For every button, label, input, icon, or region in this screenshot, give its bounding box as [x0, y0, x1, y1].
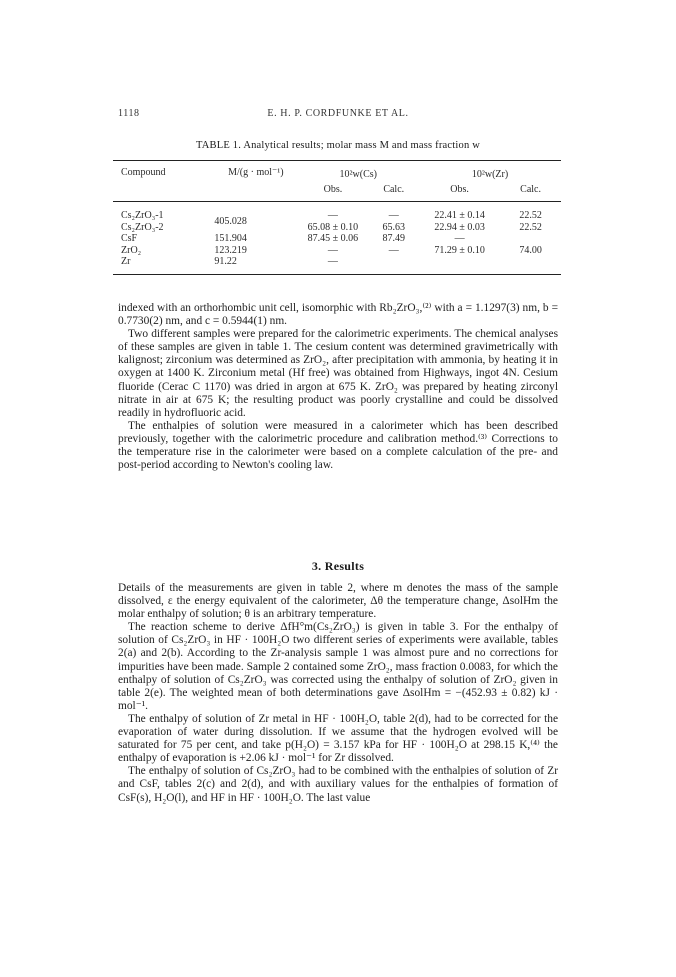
cell-cs-obs: — — [327, 210, 338, 221]
cell-zr-calc — [500, 256, 561, 274]
header-cs-obs: Obs. — [297, 182, 368, 202]
cell-compound: Cs₂ZrO₃-2 — [121, 221, 164, 233]
table-row — [113, 222, 561, 234]
cell-compound: ZrO₂ — [121, 244, 142, 256]
cell-compound: Cs₂ZrO₃-1 — [121, 210, 164, 221]
cell-mass: 405.028 — [214, 215, 247, 227]
header-compound: Compound — [113, 161, 214, 202]
analytical-results-table — [113, 160, 561, 275]
running-head-authors: E. H. P. CORDFUNKE ET AL. — [267, 108, 409, 119]
cell-cs-obs: 65.08 ± 0.10 — [307, 221, 359, 233]
paragraph: Details of the measurements are given in table 2, where m denotes the mass of the sample dissolved, ε the energy equivalent of the calorimeter, Δθ the temperature change, ΔsolHm the molar enthalpy of solution; θ is an arbitrary temperature. — [118, 582, 558, 621]
header-zr-obs: Obs. — [419, 182, 500, 202]
cell-zr-obs: 22.94 ± 0.03 — [434, 221, 485, 233]
paragraph: The enthalpies of solution were measured in a calorimeter which has been described previously, together with the calorimetric procedure and calibration method.⁽³⁾ Corrections to the temperature rise in the calorimeter were based on a complete calculation of the pre- and post-period according to Newton's cooling law. — [118, 419, 558, 472]
cell-cs-obs: 87.45 ± 0.06 — [307, 233, 359, 244]
header-w-zr: 10²w(Zr) — [419, 161, 561, 183]
cell-compound: Zr — [113, 256, 214, 274]
cell-cs-calc: 65.63 — [382, 221, 405, 233]
cell-compound: CsF — [121, 233, 138, 244]
paragraph: The enthalpy of solution of Zr metal in HF · 100H₂O, table 2(d), had to be corrected for the evaporation of water during dissolution. If we assume that the hydrogen evolved will be saturated for 75 per cent, and take p(H₂O) = 3.157 kPa for HF · 100H₂O at 298.15 K,⁽⁴⁾ the enthalpy of evaporation is +2.06 kJ · mol⁻¹ for Zr dissolved. — [118, 712, 558, 765]
cell-zr-calc: 22.52 — [519, 221, 542, 233]
paragraph: The enthalpy of solution of Cs₂ZrO₃ had to be combined with the enthalpies of solution of Zr and CsF, tables 2(c) and 2(d), and with auxiliary values for the enthalpies of formation of CsF(s), H₂O(l), and HF in HF · 100H₂O. The last value — [118, 765, 558, 804]
header-zr-calc: Calc. — [500, 182, 561, 202]
body-text-bottom — [118, 582, 558, 805]
cell-zr-calc: 22.52 — [519, 210, 542, 221]
cell-zr-calc: 74.00 — [519, 244, 542, 256]
cell-zr-obs — [419, 256, 500, 274]
cell-cs-obs: — — [327, 244, 338, 256]
cell-cs-obs: — — [297, 256, 368, 274]
table-row — [113, 256, 561, 274]
table-row — [113, 202, 561, 222]
page-number: 1118 — [118, 108, 140, 119]
header-cs-calc: Calc. — [368, 182, 419, 202]
paragraph: indexed with an orthorhombic unit cell, isomorphic with Rb₂ZrO₃,⁽²⁾ with a = 1.1297(3) nm, b = 0.7730(2) nm, and c = 0.5944(1) nm. — [118, 302, 558, 328]
cell-mass: 91.22 — [214, 256, 297, 274]
table-row — [113, 233, 561, 245]
section-title: 3. Results — [311, 559, 365, 573]
cell-zr-obs: 71.29 ± 0.10 — [434, 244, 485, 256]
cell-mass: 123.219 — [214, 244, 247, 256]
table-row — [113, 245, 561, 257]
header-w-cs: 10²w(Cs) — [297, 161, 419, 183]
cell-cs-calc: 87.49 — [382, 233, 405, 244]
cell-zr-obs: 22.41 ± 0.14 — [434, 210, 485, 221]
cell-mass: 151.904 — [214, 233, 247, 244]
table-caption: TABLE 1. Analytical results; molar mass M and mass fraction w — [195, 140, 480, 151]
body-text-top — [118, 302, 558, 472]
cell-zr-calc — [500, 233, 561, 245]
cell-zr-obs: — — [454, 233, 465, 244]
header-molar-mass: M/(g · mol⁻¹) — [214, 161, 297, 202]
cell-cs-calc: — — [388, 210, 399, 221]
cell-cs-calc: — — [388, 244, 399, 256]
running-head — [118, 108, 558, 122]
cell-cs-calc — [368, 256, 419, 274]
table-header-row — [113, 161, 561, 183]
paragraph: The reaction scheme to derive ΔfH°m(Cs₂ZrO₃) is given in table 3. For the enthalpy of solution of Cs₂ZrO₃ in HF · 100H₂O two different series of experiments were available, tables 2(a) and 2(b). According to the Zr-analysis sample 1 was almost pure and no corrections for impurities have been made. Sample 2 contained some ZrO₂, mass fraction 0.0083, for which the enthalpy of solution of Cs₂ZrO₃ was corrected using the enthalpy of solution of ZrO₂ given in table 2(e). The weighted mean of both determinations gave ΔsolHm = −(452.93 ± 0.82) kJ · mol⁻¹. — [118, 621, 558, 712]
paragraph: Two different samples were prepared for the calorimetric experiments. The chemical analyses of these samples are given in table 1. The cesium content was determined gravimetrically with kalignost; zirconium was determined as ZrO₂, after precipitation with ammonia, by heating it in oxygen at 1400 K. Zirconium metal (Hf free) was obtained from Highways, ingot 4N. Cesium fluoride (Cerac C 1170) was dried in argon at 675 K. ZrO₂ was prepared by heating zirconyl nitrate in air at 675 K; the resulting product was poorly crystalline and could be dissolved readily in hydrofluoric acid. — [118, 328, 558, 419]
